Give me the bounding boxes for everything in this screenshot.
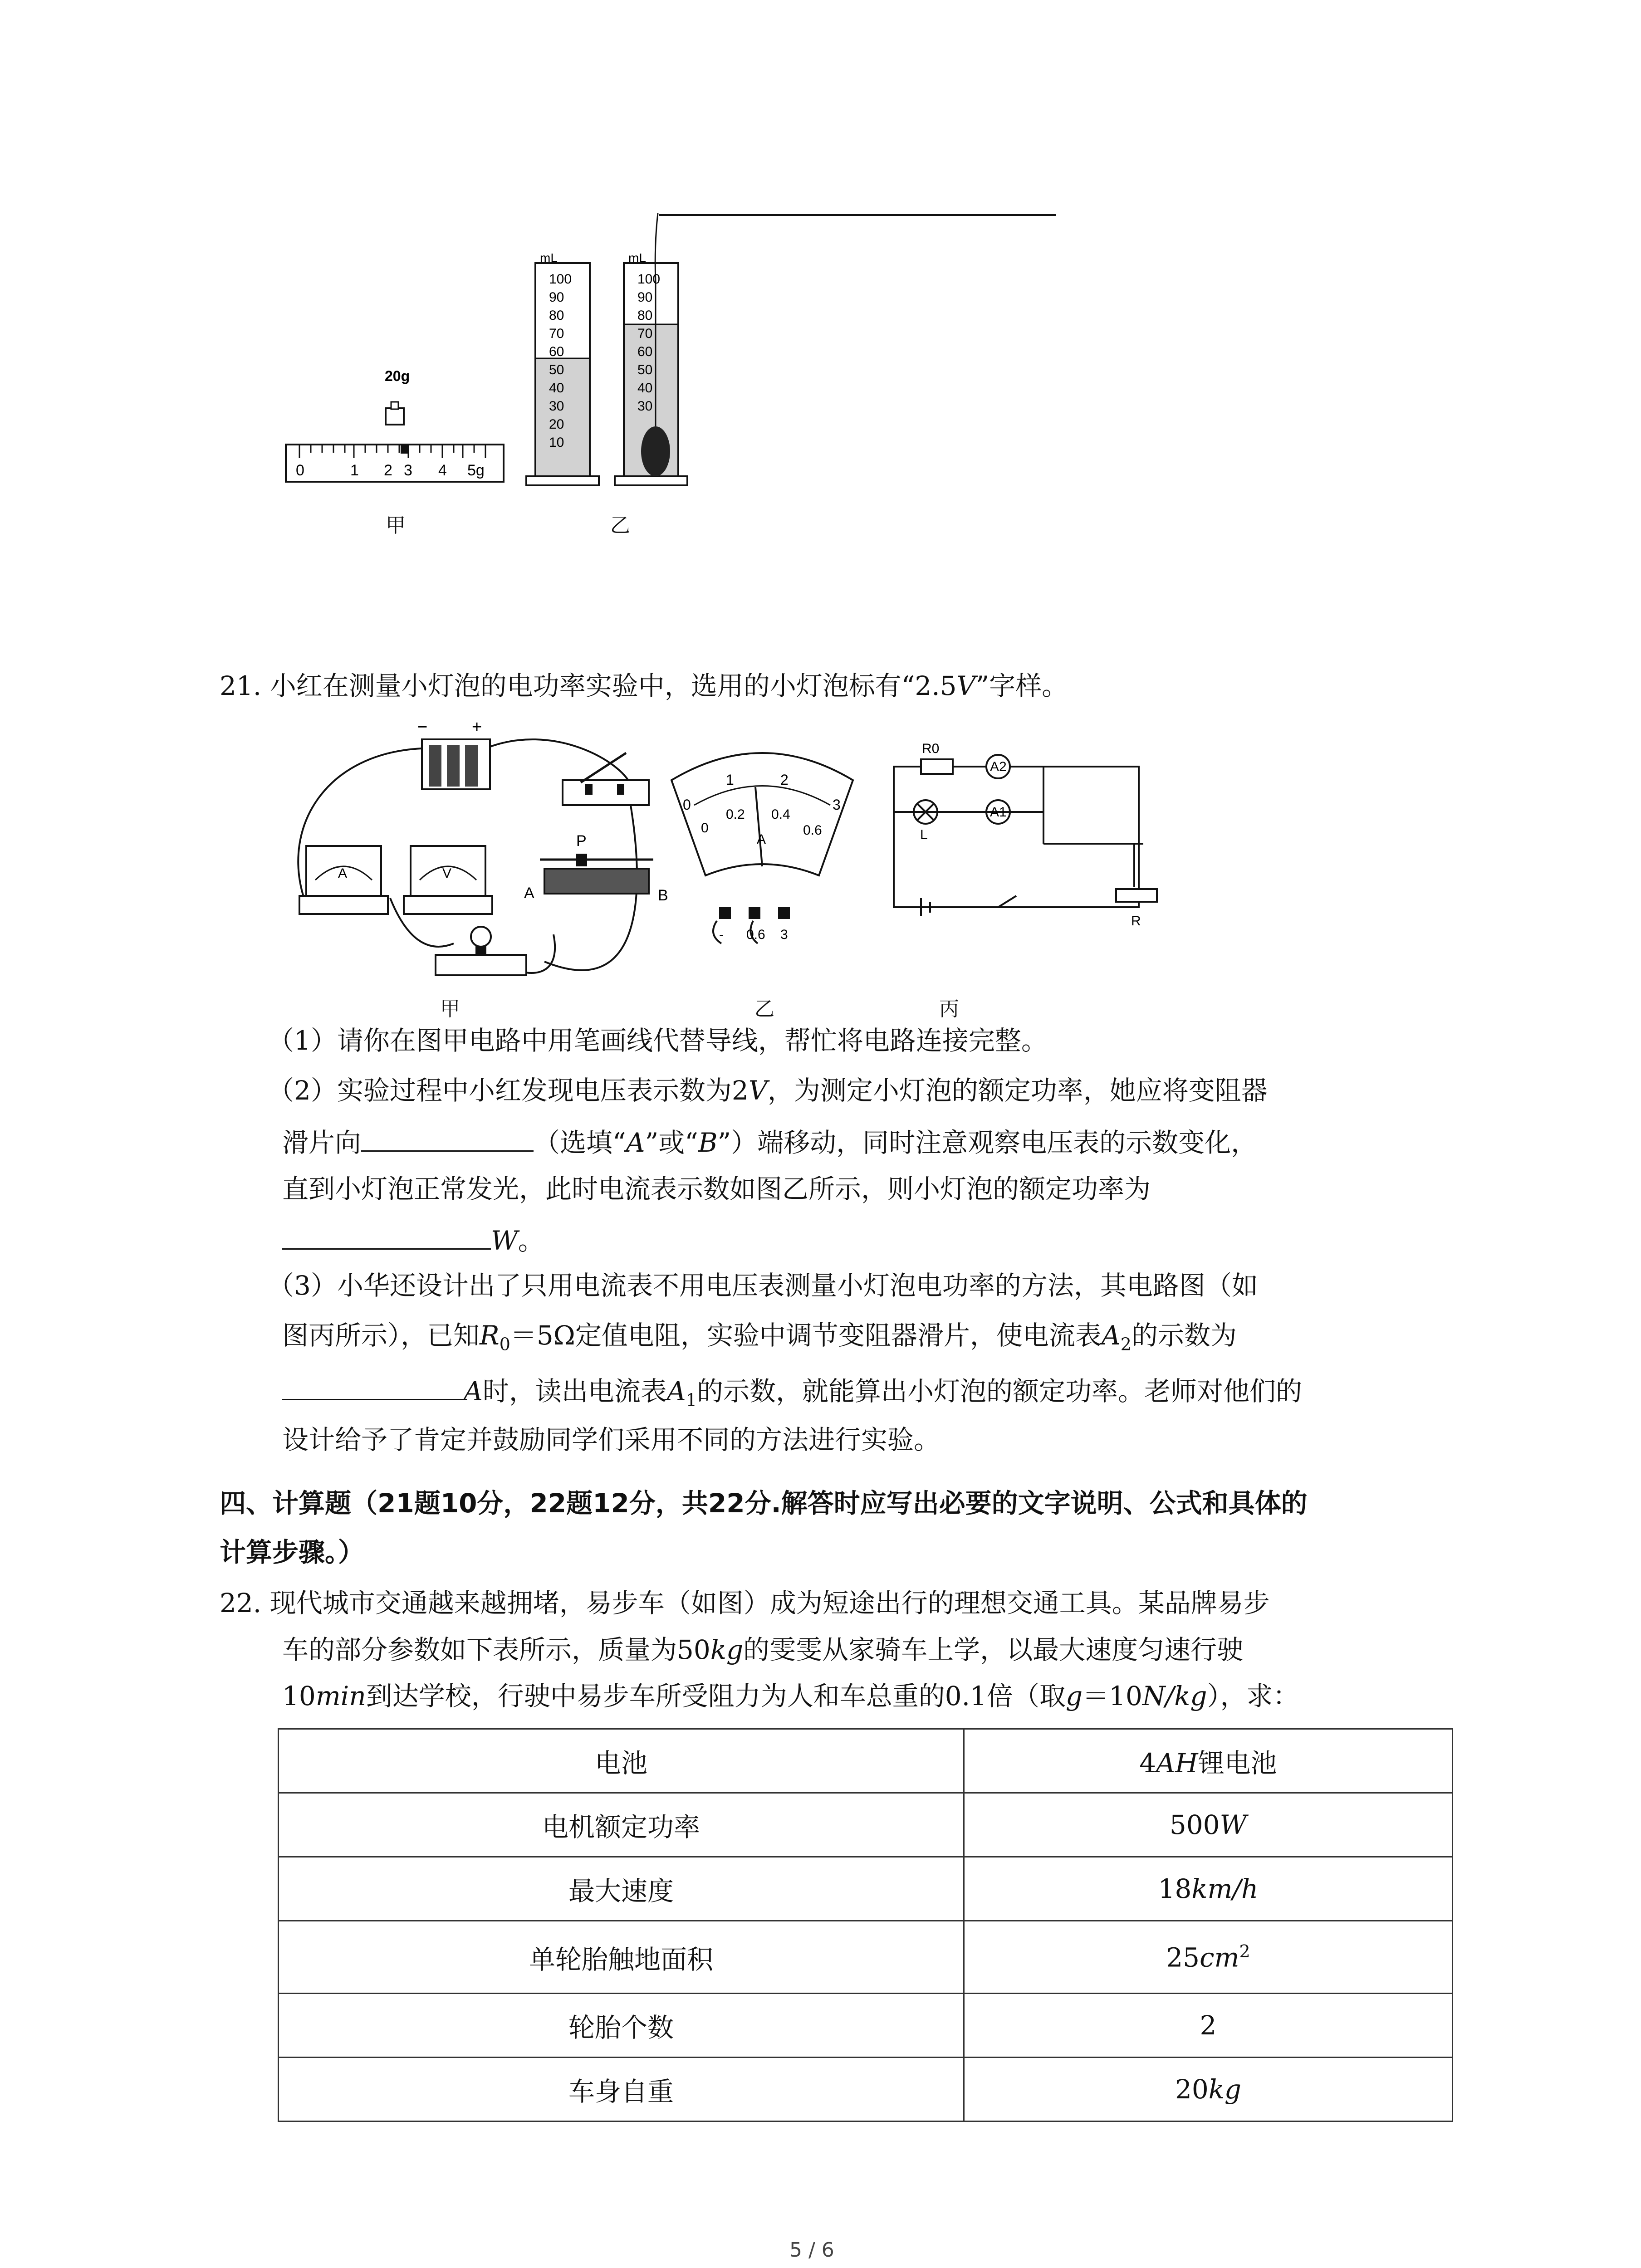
section4-heading-line1: 四、计算题（21题10分，22题12分，共22分.解答时应写出必要的文字说明、公式和具体的 [220, 1488, 1308, 1519]
fig21-caption-jia: 甲 [440, 997, 460, 1021]
weight-20g [386, 408, 404, 425]
svg-text:0: 0 [701, 821, 709, 836]
scale-tick-4: 4 [438, 462, 447, 479]
ammeter [299, 846, 388, 914]
table-row [279, 1994, 1453, 2058]
q21-part3-line2: 图丙所示），已知$R_0=5\Omega$定值电阻，实验中调节变阻器滑片，使电流表$A_2$的示数为 [282, 1320, 1237, 1354]
answer-blank-direction[interactable] [361, 1127, 534, 1152]
svg-text:30: 30 [637, 399, 653, 414]
answer-blank-current[interactable] [282, 1375, 464, 1400]
balance-scale [286, 368, 504, 482]
table-cell-value: 4AH锂电池 [964, 1729, 1453, 1793]
table-cell-name: 轮胎个数 [279, 1994, 964, 2058]
cylinder-1 [526, 251, 599, 485]
q21-part2-line2: 滑片向 （选填“A”或“B”）端移动，同时注意观察电压表的示数变化， [282, 1127, 1258, 1158]
table-cell-name: 电机额定功率 [279, 1793, 964, 1857]
svg-text:mL: mL [628, 251, 646, 265]
svg-text:2: 2 [780, 772, 789, 788]
svg-text:A: A [338, 866, 348, 881]
q21-stem: 21. 小红在测量小灯泡的电功率实验中，选用的小灯泡标有“2.5V”字样。 [220, 670, 1068, 701]
svg-text:A2: A2 [990, 759, 1007, 774]
q22-line1: 22. 现代城市交通越来越拥堵，易步车（如图）成为短途出行的理想交通工具。某品牌易步 [220, 1588, 1270, 1618]
scale-tick-2: 2 [384, 462, 392, 479]
answer-blank-power[interactable] [282, 1225, 491, 1250]
table-cell-value: 2 [964, 1994, 1453, 2058]
svg-text:0.6: 0.6 [746, 927, 765, 942]
svg-text:0: 0 [683, 797, 691, 813]
q21-stem-text: 小红在测量小灯泡的电功率实验中，选用的小灯泡标有“2.5 [269, 670, 957, 701]
svg-text:40: 40 [637, 381, 653, 396]
page-number: 5 / 6 [789, 2239, 834, 2262]
scale-tick-1: 1 [350, 462, 359, 479]
svg-text:10: 10 [549, 435, 564, 450]
rider [401, 444, 408, 454]
svg-text:A: A [757, 832, 766, 847]
fig20-figure [272, 227, 726, 517]
svg-text:100: 100 [637, 272, 661, 287]
svg-text:30: 30 [549, 399, 564, 414]
svg-text:B: B [658, 887, 668, 904]
svg-text:80: 80 [637, 308, 653, 323]
table-cell-name: 电池 [279, 1729, 964, 1793]
svg-text:80: 80 [549, 308, 564, 323]
fig20-caption-jia: 甲 [386, 514, 406, 537]
fig21-caption-bing: 丙 [939, 997, 959, 1021]
fig20-caption-yi: 乙 [610, 514, 630, 537]
table-row [279, 1921, 1453, 1994]
svg-text:70: 70 [637, 326, 653, 341]
table-cell-value: 20kg [964, 2058, 1453, 2121]
fig-bing-schematic [894, 755, 1157, 916]
svg-text:100: 100 [549, 272, 572, 287]
svg-text:L: L [920, 827, 928, 842]
fig20-top-line [659, 214, 1056, 216]
scale-tick-3: 3 [404, 462, 412, 479]
table-cell-value: 18km/h [964, 1857, 1453, 1921]
q21-part3-line3: A时，读出电流表$A_1$的示数，就能算出小灯泡的额定功率。老师对他们的 [282, 1375, 1302, 1409]
table-cell-value: $25cm^2$ [964, 1921, 1453, 1994]
scale-tick-0: 0 [296, 462, 304, 479]
svg-text:0.4: 0.4 [771, 807, 790, 822]
q21-part2-line3: 直到小灯泡正常发光，此时电流表示数如图乙所示，则小灯泡的额定功率为 [282, 1173, 1151, 1204]
svg-text:A: A [524, 885, 534, 902]
svg-text:60: 60 [637, 344, 653, 359]
svg-text:50: 50 [637, 362, 653, 377]
svg-text:90: 90 [549, 290, 564, 305]
q21-part2-line4: W。 [282, 1225, 544, 1254]
svg-text:50: 50 [549, 362, 564, 377]
weight-label: 20g [385, 368, 410, 384]
svg-text:P: P [576, 832, 587, 850]
q21-part3-line1: （3）小华还设计出了只用电流表不用电压表测量小灯泡电功率的方法，其电路图（如 [268, 1270, 1258, 1301]
svg-text:R0: R0 [922, 741, 940, 756]
table-row [279, 1793, 1453, 1857]
rheostat [524, 832, 668, 904]
table-cell-value: 500W [964, 1793, 1453, 1857]
table-row [279, 1729, 1453, 1793]
svg-text:V: V [442, 866, 452, 881]
svg-text:3: 3 [780, 927, 788, 942]
q21-part2-line1: （2）实验过程中小红发现电压表示数为2V，为测定小灯泡的额定功率，她应将变阻器 [268, 1075, 1268, 1106]
svg-text:+: + [472, 718, 482, 737]
svg-text:1: 1 [726, 772, 734, 788]
bulb [436, 927, 526, 975]
table-row [279, 2058, 1453, 2121]
svg-text:R: R [1131, 914, 1141, 929]
table-cell-name: 最大速度 [279, 1857, 964, 1921]
svg-text:−: − [417, 718, 428, 737]
svg-text:20: 20 [549, 417, 564, 432]
q22-line3: 10min到达学校，行驶中易步车所受阻力为人和车总重的0.1倍（取g＝10N/kg），求： [282, 1681, 1299, 1711]
svg-text:mL: mL [540, 251, 558, 265]
table-cell-name: 单轮胎触地面积 [279, 1921, 964, 1994]
voltmeter [404, 846, 492, 914]
q21-number: 21. [220, 670, 262, 701]
q22-number: 22. [220, 1588, 262, 1618]
battery [417, 718, 490, 789]
svg-text:90: 90 [637, 290, 653, 305]
svg-text:60: 60 [549, 344, 564, 359]
scale-tick-5: 5g [467, 462, 485, 479]
q21-figure [272, 708, 1141, 1034]
svg-text:40: 40 [549, 381, 564, 396]
section4-heading-line2: 计算步骤。） [220, 1537, 365, 1568]
parameter-table [278, 1728, 1453, 2122]
svg-text:0.6: 0.6 [803, 823, 822, 838]
q21-part3-line4: 设计给予了肯定并鼓励同学们采用不同的方法进行实验。 [282, 1424, 941, 1455]
q21-part1: （1）请你在图甲电路中用笔画线代替导线，帮忙将电路连接完整。 [268, 1025, 1048, 1056]
cylinder-2 [615, 213, 687, 485]
svg-text:A1: A1 [990, 805, 1007, 820]
q22-line2: 车的部分参数如下表所示，质量为50kg的雯雯从家骑车上学，以最大速度匀速行驶 [282, 1634, 1244, 1665]
svg-text:3: 3 [833, 797, 841, 813]
svg-text:0.2: 0.2 [726, 807, 745, 822]
table-cell-name: 车身自重 [279, 2058, 964, 2121]
table-row [279, 1857, 1453, 1921]
svg-text:70: 70 [549, 326, 564, 341]
fig21-caption-yi: 乙 [754, 997, 774, 1021]
svg-text:-: - [719, 927, 724, 942]
fig-yi-dial [671, 753, 853, 943]
